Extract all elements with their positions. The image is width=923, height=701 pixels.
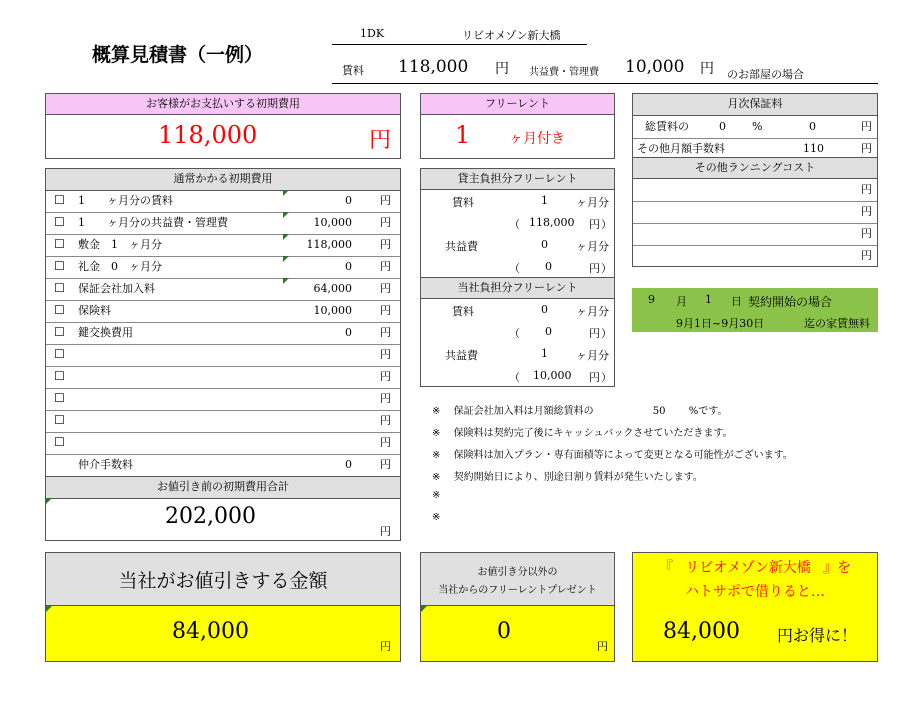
- company-common-label: 共益費: [445, 349, 478, 362]
- initial-payment-yen: 円: [369, 128, 392, 153]
- note-5: [432, 490, 440, 501]
- cost-row: [46, 388, 400, 411]
- cost-yen: 円: [380, 370, 391, 383]
- cost-yen: 円: [380, 238, 391, 251]
- free-rent-months: 1: [455, 121, 471, 149]
- landlord-rent-unit: ヶ月分: [576, 196, 609, 209]
- present-title-bg: [421, 553, 614, 606]
- other-fee-amount: 110: [803, 142, 824, 155]
- paren-close: ）: [601, 262, 612, 275]
- monthly-guarantee-title: 月次保証料: [633, 94, 877, 116]
- cost-yen: 円: [380, 216, 391, 229]
- green-marker-icon: [46, 498, 52, 504]
- note-mark: ※: [432, 428, 441, 439]
- note-mark: ※: [432, 512, 441, 523]
- running-cost-yen: 円: [861, 205, 872, 218]
- landlord-rent-amount: 118,000: [529, 216, 575, 229]
- cost-row: [46, 190, 400, 213]
- note-mark: ※: [432, 450, 441, 461]
- cost-yen: 円: [380, 194, 391, 207]
- total-yen: 円: [380, 525, 391, 538]
- company-rent-months: 0: [541, 303, 548, 316]
- paren-close: ）: [601, 218, 612, 231]
- other-fee-label: その他月額手数料: [637, 142, 725, 155]
- note-2-text: 保険料は契約完了後にキャッシュバックさせていただきます。: [453, 428, 733, 439]
- layout-label: 1DK: [360, 27, 385, 40]
- running-cost-yen: 円: [861, 183, 872, 196]
- cost-checkbox[interactable]: ☐: [54, 237, 65, 251]
- note-4-text: 契約開始日により、別途日割り賃料が発生いたします。: [453, 472, 703, 483]
- cost-checkbox[interactable]: ☐: [54, 369, 65, 383]
- free-rent-title: フリーレント: [421, 94, 614, 115]
- initial-payment-amount: 118,000: [158, 121, 258, 149]
- monthly-guarantee-panel: [632, 93, 878, 158]
- cost-row: [46, 278, 400, 301]
- paren-open: （: [509, 218, 520, 231]
- property-name: リビオメゾン新大橋: [462, 29, 561, 42]
- cost-value: 64,000: [313, 282, 352, 295]
- cost-row: [46, 454, 400, 476]
- paren-open: （: [509, 262, 520, 275]
- running-cost-title: その他ランニングコスト: [633, 158, 877, 179]
- cost-checkbox[interactable]: ☐: [54, 215, 65, 229]
- landlord-common-unit: ヶ月分: [576, 240, 609, 253]
- cost-yen: 円: [380, 348, 391, 361]
- cost-row: [46, 432, 400, 455]
- green-marker-icon: [283, 256, 289, 262]
- cost-checkbox[interactable]: ☐: [54, 391, 65, 405]
- paren-close: ）: [601, 327, 612, 340]
- discount-yen: 円: [380, 640, 391, 653]
- cost-yen: 円: [380, 282, 391, 295]
- guarantee-percent-value: 0: [719, 120, 726, 133]
- common-fee-value: 10,000: [625, 57, 685, 77]
- present-title-1: お値引き分以外の: [477, 567, 558, 578]
- contract-month: 9: [648, 293, 655, 306]
- guarantee-amount: 0: [809, 120, 816, 133]
- discount-value: 84,000: [172, 619, 249, 644]
- cost-checkbox[interactable]: ☐: [54, 259, 65, 273]
- running-cost-row: [633, 179, 877, 202]
- saving-property-name: リビオメゾン新大橋: [685, 560, 811, 576]
- landlord-common-label: 共益費: [445, 240, 478, 253]
- rent-yen: 円: [495, 61, 509, 77]
- guarantee-label: 総賃料の: [645, 120, 689, 133]
- saving-suffix: 円お得に！: [777, 626, 858, 645]
- guarantee-row-total-rent: [633, 116, 877, 139]
- landlord-rent-label: 賃料: [452, 196, 474, 209]
- present-title-2: 当社からのフリーレントプレゼント: [438, 585, 597, 596]
- note-1-value: 50: [652, 406, 666, 417]
- landlord-rent-months: 1: [541, 194, 548, 207]
- cost-row: [46, 322, 400, 345]
- company-common-unit: ヶ月分: [576, 349, 609, 362]
- cost-checkbox[interactable]: ☐: [54, 435, 65, 449]
- company-rent-unit: ヶ月分: [576, 305, 609, 318]
- total-value: 202,000: [165, 504, 256, 529]
- other-fee-yen: 円: [861, 142, 872, 155]
- header-underline: [332, 83, 878, 84]
- note-1-pre: 保証会社加入料は月額総賃料の: [453, 406, 594, 417]
- discount-panel: [45, 552, 401, 662]
- rent-label: 賃料: [342, 64, 364, 77]
- saving-value: 84,000: [663, 619, 740, 644]
- green-marker-icon: [283, 190, 289, 196]
- free-rent-panel: [420, 93, 615, 159]
- cost-yen: 円: [380, 326, 391, 339]
- free-rent-suffix: ヶ月付き: [509, 131, 565, 147]
- note-mark: ※: [432, 406, 441, 417]
- saving-line-1: [633, 557, 877, 577]
- cost-row: [46, 410, 400, 433]
- cost-checkbox[interactable]: ☐: [54, 347, 65, 361]
- contract-free-note: 迄の家賃無料: [804, 317, 870, 330]
- landlord-rent-yen: 円: [589, 218, 600, 231]
- company-free-rent-title: 当社負担分フリーレント: [421, 278, 614, 299]
- cost-checkbox[interactable]: ☐: [54, 281, 65, 295]
- page-title: 概算見積書（一例）: [92, 44, 264, 66]
- landlord-free-rent-title: 貸主負担分フリーレント: [421, 169, 614, 190]
- cost-label: 保険料: [78, 304, 111, 317]
- cost-row: [46, 234, 400, 257]
- saving-bracket-open: 『: [658, 560, 673, 576]
- paren-close: ）: [601, 371, 612, 384]
- cost-row: [46, 256, 400, 279]
- cost-value: 0: [345, 260, 352, 273]
- cost-value: 118,000: [306, 238, 352, 251]
- company-rent-label: 賃料: [452, 305, 474, 318]
- cost-row: [46, 344, 400, 367]
- cost-label: 仲介手数料: [78, 458, 133, 471]
- running-cost-row: [633, 201, 877, 224]
- company-rent-yen: 円: [589, 327, 600, 340]
- green-marker-icon: [46, 606, 52, 612]
- cost-yen: 円: [380, 458, 391, 471]
- note-1-post: %です。: [688, 406, 728, 417]
- cost-label: 敷金 1 ヶ月分: [78, 238, 162, 251]
- guarantee-row-other-fee: [633, 138, 877, 160]
- running-cost-row: [633, 223, 877, 246]
- common-fee-yen: 円: [700, 61, 714, 77]
- cost-yen: 円: [380, 436, 391, 449]
- cost-checkbox[interactable]: ☐: [54, 413, 65, 427]
- cost-value: 10,000: [313, 216, 352, 229]
- cost-row: [46, 212, 400, 235]
- note-1: [432, 402, 727, 417]
- running-cost-panel: [632, 158, 878, 267]
- landlord-common-yen: 円: [589, 262, 600, 275]
- note-3: [432, 446, 793, 461]
- green-marker-icon: [421, 606, 427, 612]
- company-rent-amount: 0: [545, 325, 552, 338]
- cost-label: 保証会社加入料: [78, 282, 155, 295]
- saving-line-2: ハトサポで借りると…: [685, 584, 825, 600]
- common-fee-label: 共益費・管理費: [529, 67, 599, 78]
- cost-row: [46, 366, 400, 389]
- green-marker-icon: [283, 234, 289, 240]
- cost-row: [46, 300, 400, 323]
- green-marker-icon: [283, 212, 289, 218]
- note-3-text: 保険料は加入プラン・専有面積等によって変更となる可能性がございます。: [453, 450, 793, 461]
- contract-day: 1: [705, 293, 712, 306]
- landlord-free-rent-panel: [420, 168, 615, 278]
- green-marker-icon: [283, 278, 289, 284]
- cost-value: 0: [345, 326, 352, 339]
- company-free-rent-panel: [420, 277, 615, 387]
- company-common-yen: 円: [589, 371, 600, 384]
- present-yen: 円: [597, 640, 608, 653]
- cost-label: 鍵交換費用: [78, 326, 133, 339]
- present-panel: [420, 552, 615, 662]
- guarantee-yen: 円: [861, 120, 872, 133]
- discount-title: 当社がお値引きする金額: [118, 570, 328, 592]
- cost-value: 0: [345, 194, 352, 207]
- present-value-bg: [421, 606, 614, 661]
- note-6: [432, 512, 440, 523]
- saving-panel: [632, 552, 878, 662]
- note-2: [432, 424, 733, 439]
- landlord-common-months: 0: [541, 238, 548, 251]
- normal-costs-panel: [45, 168, 401, 541]
- cost-yen: 円: [380, 260, 391, 273]
- contract-month-unit: 月: [676, 295, 687, 308]
- header-divider: [332, 44, 587, 45]
- contract-day-unit: 日: [731, 295, 742, 308]
- cost-checkbox[interactable]: ☐: [54, 303, 65, 317]
- initial-payment-title: お客様がお支払いする初期費用: [46, 94, 400, 115]
- total-title: お値引き前の初期費用合計: [46, 476, 400, 499]
- landlord-common-amount: 0: [545, 260, 552, 273]
- cost-checkbox[interactable]: ☐: [54, 325, 65, 339]
- cost-label: 礼金 0 ヶ月分: [78, 260, 162, 273]
- note-4: [432, 468, 703, 483]
- present-value: 0: [497, 619, 511, 644]
- company-common-months: 1: [541, 347, 548, 360]
- cost-value: 10,000: [313, 304, 352, 317]
- cost-label: 1 ヶ月分の賃料: [78, 194, 173, 207]
- cost-yen: 円: [380, 392, 391, 405]
- normal-costs-title: 通常かかる初期費用: [46, 169, 400, 191]
- paren-open: （: [509, 327, 520, 340]
- guarantee-percent-unit: %: [752, 120, 763, 133]
- note-mark: ※: [432, 472, 441, 483]
- running-cost-yen: 円: [861, 227, 872, 240]
- cost-yen: 円: [380, 304, 391, 317]
- cost-checkbox[interactable]: ☐: [54, 193, 65, 207]
- initial-payment-panel: [45, 93, 401, 159]
- cost-value: 0: [345, 458, 352, 471]
- contract-suffix: 契約開始の場合: [748, 295, 833, 309]
- company-common-amount: 10,000: [533, 369, 572, 382]
- room-suffix: のお部屋の場合: [727, 68, 804, 81]
- saving-bracket-close: 』を: [823, 560, 852, 576]
- running-cost-yen: 円: [861, 249, 872, 262]
- cost-label: 1 ヶ月分の共益費・管理費: [78, 216, 228, 229]
- paren-open: （: [509, 371, 520, 384]
- running-cost-row: [633, 245, 877, 267]
- cost-yen: 円: [380, 414, 391, 427]
- rent-value: 118,000: [398, 57, 469, 77]
- contract-start-panel: [632, 288, 878, 332]
- contract-range: 9月1日~9月30日: [676, 317, 765, 330]
- note-mark: ※: [432, 490, 441, 501]
